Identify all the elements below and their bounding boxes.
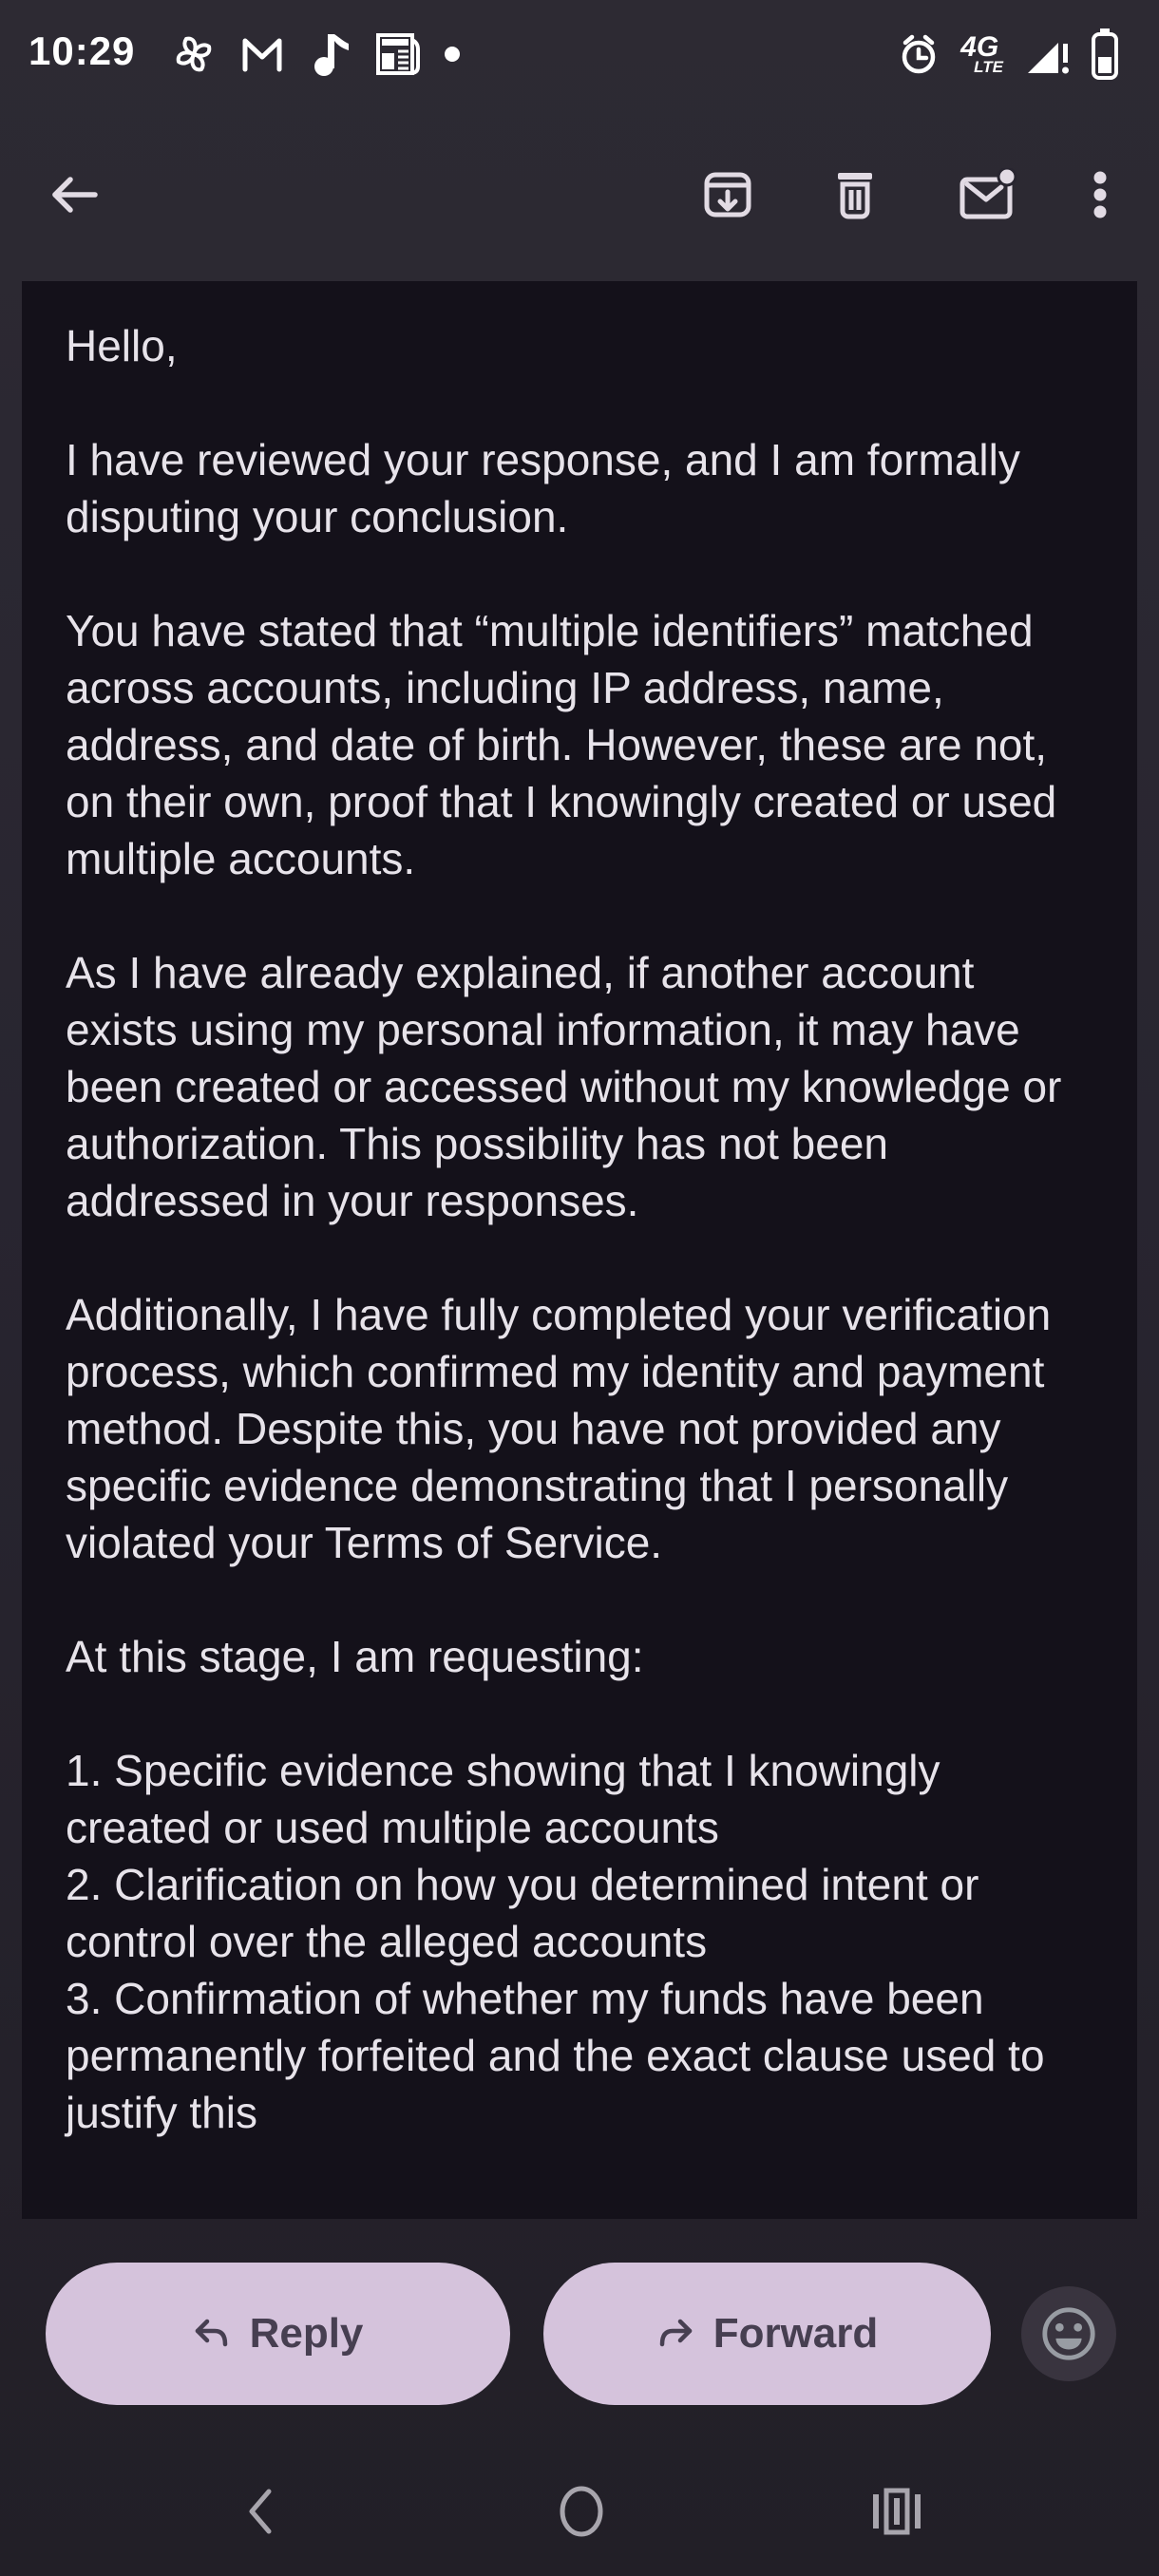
gmail-icon (239, 33, 285, 75)
archive-button[interactable] (701, 168, 754, 221)
reply-label: Reply (249, 2310, 364, 2357)
nav-recents-icon (871, 2486, 922, 2537)
system-status-icons (898, 28, 1119, 80)
request-item-1: 1. Specific evidence showing that I knowingly created or used multiple accounts (66, 1746, 940, 1852)
nav-home-button[interactable] (555, 2485, 608, 2538)
back-arrow-icon (48, 168, 101, 221)
email-paragraph: You have stated that “multiple identifiers” matched across accounts, including IP address, name, address, and date of birth. However, these are not, on their own, proof that I knowingly created or used multiple accounts. (66, 606, 1057, 883)
forward-label: Forward (712, 2310, 879, 2357)
pinwheel-icon (173, 33, 215, 75)
back-button[interactable] (48, 168, 101, 221)
network-type-label: 4G LTE (960, 30, 1003, 76)
forward-button[interactable] (543, 2263, 991, 2405)
request-item-3: 3. Confirmation of whether my funds have been permanently forfeited and the exact clause used to justify this (66, 1974, 1045, 2137)
signal-alert-icon (1024, 32, 1070, 76)
email-paragraph: Additionally, I have fully completed your verification process, which confirmed my identity and payment method. Despite this, you have not provided any specific evidence demonstrating that I personally violated your Terms of Service. (66, 1290, 1052, 1567)
mark-unread-button[interactable] (961, 168, 1015, 221)
battery-icon (1091, 28, 1119, 80)
trash-icon (831, 168, 879, 221)
newspaper-icon (374, 30, 420, 78)
overflow-menu-icon (1092, 168, 1108, 221)
archive-icon (701, 168, 754, 221)
more-options-button[interactable] (1083, 168, 1117, 221)
email-paragraph: As I have already explained, if another account exists using my personal information, it may have been created or accessed without my knowledge or authorization. This possibility has not been addressed in your responses. (66, 948, 1062, 1225)
emoji-smile-icon (1039, 2304, 1098, 2363)
request-item-2: 2. Clarification on how you determined intent or control over the alleged accounts (66, 1860, 979, 1966)
email-body (22, 281, 1137, 2219)
alarm-icon (898, 32, 940, 76)
app-bar (0, 108, 1159, 281)
nav-home-icon (558, 2485, 605, 2538)
delete-button[interactable] (828, 168, 882, 221)
status-bar (0, 0, 1159, 108)
emoji-reaction-button[interactable] (1021, 2286, 1116, 2381)
clock-time: 10:29 (28, 28, 136, 73)
email-paragraph: Hello, (66, 321, 178, 370)
email-paragraph: I have reviewed your response, and I am formally disputing your conclusion. (66, 435, 1020, 541)
nav-back-icon (244, 2486, 276, 2537)
system-navigation-bar (0, 2466, 1159, 2576)
tiktok-icon (310, 30, 350, 78)
nav-back-button[interactable] (234, 2485, 287, 2538)
forward-arrow-icon (656, 2318, 694, 2350)
reply-arrow-icon (193, 2318, 231, 2350)
nav-recents-button[interactable] (870, 2485, 923, 2538)
reply-button[interactable] (46, 2263, 510, 2405)
more-notifications-dot (445, 47, 460, 62)
mark-unread-envelope-icon (960, 168, 1016, 221)
notification-icons (173, 31, 460, 77)
email-paragraph: At this stage, I am requesting: (66, 1632, 644, 1681)
